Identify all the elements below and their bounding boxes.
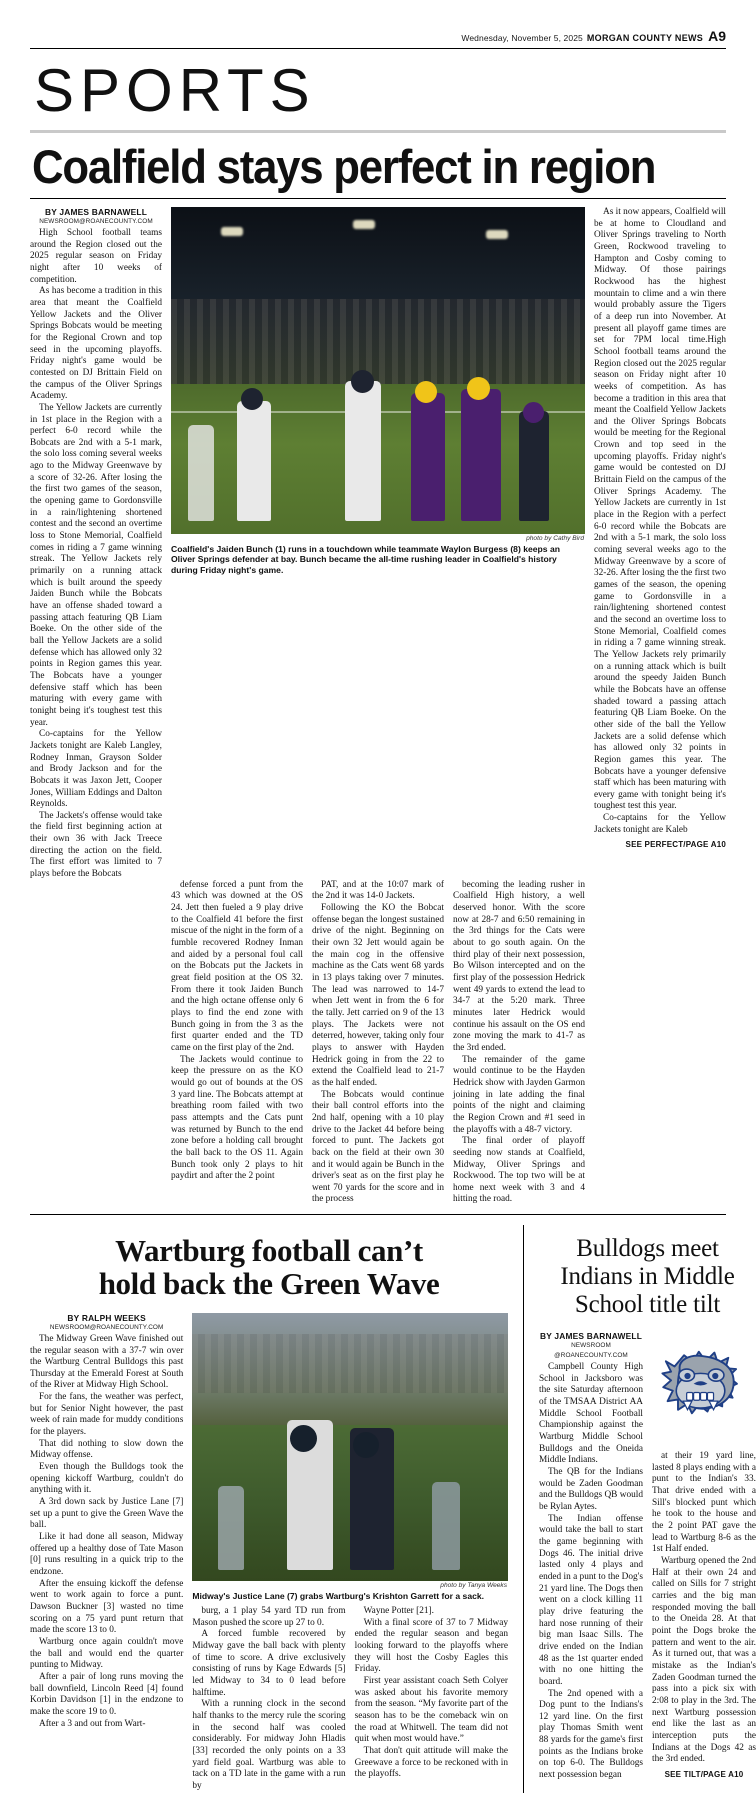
photo-cutline: Midway's Justice Lane (7) grabs Wartburg's Krishton Garrett for a sack.	[192, 1590, 485, 1601]
story-column-4	[453, 880, 585, 1206]
story-column-2	[171, 880, 303, 1206]
headline-rule	[30, 198, 726, 199]
lead-headline: Coalfield stays perfect in region	[32, 140, 656, 193]
wartburg-column-2	[192, 1606, 345, 1793]
jump-line: SEE PERFECT/PAGE A10	[625, 840, 726, 850]
paragraph: Wartburg opened the 2nd Half at their own 24 and called on Sills for 7 stright carries and the big man responded moving the ball to the Oneida 28. At that point the Dogs broke the pattern and went to the air. As it turned out, that was a mistake as the Indian's Zaden Goodman turned the pass into a pick six with 2:08 to play in the 3rd. The next Wartburg possession end like the last as an interception puts the Indians at the Dogs 42 as the 3rd ended.	[652, 1556, 756, 1765]
paragraph: Wartburg once again couldn't move the ball and would end the quarter punting to Midway.	[30, 1636, 184, 1671]
byline-email-line1: NEWSROOM	[571, 1342, 611, 1350]
masthead-page-number: A9	[708, 28, 726, 44]
paragraph: at their 19 yard line, lasted 8 plays ending with a punt to the Indian's 33. That drive ended with a Sill's blocked punt which he took to the house and the 2 point PAT gave the lead to Wartburg 8-6 as the 1st Half ended.	[652, 1451, 756, 1555]
bulldogs-headline-line2: Indians in Middle	[560, 1263, 735, 1291]
bulldog-mascot-logo	[652, 1333, 756, 1445]
paragraph: becoming the leading rusher in Coalfield High history, a well deserved honor. With the score now at 28-7 and 6:50 remaining in the 3rd things for the Cats were about to go south again. On the third play of their next possession, Bo Wilson intercepted and on the first play of the possession Hedrick went 49 yards to extend the lead to 34-7 at the 5:20 mark. Three minutes later Hedrick would continue his assault on the OS end zone moving the mark to 41-7 as the 3rd ended.	[453, 879, 585, 1053]
bulldogs-column-1	[539, 1331, 643, 1782]
byline-author: BY JAMES BARNAWELL	[539, 1331, 643, 1342]
paragraph: That don't quit attitude will make the Greewave a force to be reckoned with in the playoffs.	[354, 1746, 508, 1780]
paragraph: Following the KO the Bobcat offense began the longest sustained drive of the night. Beginning on their own 32 Jett would again be the main cog in the offensive machine as the Cats went 68 yards in 13 plays taking over 7 minutes. The lead was narrowed to 14-7 when Jett went in from the 6 for the tally. Jett carried on 9 of the 13 plays. The Jackets were not deterred, however, taking only four plays to answer with Hayden Hedrick going in from the 22 to extend the Coalfield lead to 21-7 as the half ended.	[312, 903, 444, 1088]
paragraph: The remainder of the game would continue to be the Hayden Hedrick show with Jayden Garmon joining in late adding the final points of the night and claiming the Region Crown and #1 seed in the playoffs with a 48-7 victory.	[453, 1054, 585, 1135]
paragraph: The 2nd opened with a Dog punt to the Indians's 12 yard line. On the first play Thomas Smith went 88 yards for the game's first points as the Indians broke on top 6-0. The Bulldogs next possession began	[539, 1688, 643, 1781]
paragraph: For the fans, the weather was perfect, but for Senior Night however, the past week of rain made for muddy conditions for the players.	[30, 1392, 184, 1438]
byline-email: NEWSROOM@ROANECOUNTY.COM	[49, 1323, 164, 1331]
paragraph: burg, a 1 play 54 yard TD run from Mason pushed the score up 27 to 0.	[192, 1606, 346, 1628]
story-column-5	[594, 207, 726, 881]
masthead-date: Wednesday, November 5, 2025	[461, 33, 583, 43]
paragraph: PAT, and at the 10:07 mark of the 2nd it was 14-0 Jackets.	[312, 879, 444, 902]
paragraph: As it now appears, Coalfield will be at home to Cloudland and Oliver Springs traveling to North Green, Rockwood traveling to Hampton and Cosby coming to Midway. Of those pairings Rockwood has the highest mountain to clime and a win there would probably assure the Tigers of a deep run into November. At present all playoff game times are set for 7PM local time.High School football teams around the Region closed out the 2025 regular season on Friday night after 10 weeks of competition. As has become a tradition in this area that meant the Coalfield Yellow Jackets and the Oliver Springs Bobcats would be meeting for the Regional Crown and top seed in the upcoming playoffs. Friday night's game would be contested on DJ Brittain Field on the campus of the Oliver Springs Academy. The Yellow Jackets are currently in 1st place in the Region with a perfect 6-0 record while the Bobcats are 2nd with a 5-1 mark, the solo loss coming several weeks ago to the Midway Greenwave by a score of 32-26. After losing the the first two games of the season, the opening game to Gordonsville in a rain/lightening shortened contest and the second an overtime loss to Stone Memorial, Coalfield comes in riding a 7 game winning streak. The Yellow Jackets rely primarily on a running attack which is built around the speedy Jaiden Bunch while the Bobcats have an offense shaded toward a passing attach featuring QB Liam Boeke. On the other side of the ball the Yellow Jackets are a solid defense which has allowed only 32 points in Region games this year. The Bobcats have a younger defensive staff which has been maturing with every game with tonight being it's toughest test this year.	[594, 207, 726, 812]
paragraph: First year assistant coach Seth Colyer was asked about his favorite memory from the season. “My favorite part of the season has to be the comeback win on the road at Whitwell. The team did not quit when most would have.”	[354, 1676, 508, 1745]
paragraph: High School football teams around the Region closed out the 2025 regular season on Friday night after 10 weeks of competition.	[30, 228, 162, 285]
paragraph: Wayne Potter [21].	[363, 1606, 434, 1617]
section-rule	[30, 130, 726, 133]
masthead-paper-name: MORGAN COUNTY NEWS	[586, 33, 704, 43]
paragraph: A 3rd down sack by Justice Lane [7] set up a punt to give the Green Wave the ball.	[30, 1497, 184, 1531]
paragraph: With a running clock in the second half thanks to the mercy rule the scoring in the second half was cooled considerably. For midway John Hladis [33] recorded the only points on a 33 yard field goal. Wartburg was able to tack on a TD late in the game with a run by	[192, 1699, 346, 1791]
paragraph: The Bobcats would continue their ball control efforts into the 2nd half, opening with a 10 play drive to the Jacket 44 before being forced to punt. The Jackets got back on the field at their own 30 and it would again be Bunch in the driver's seat as on the first play he went 70 yards for the score and in the process	[312, 1089, 444, 1205]
photo-credit: photo by Cathy Bird	[526, 535, 584, 542]
story-photo-block	[171, 207, 585, 879]
wartburg-headline-line2: hold back the Green Wave	[98, 1265, 440, 1301]
paragraph: Like it had done all season, Midway offered up a healthy dose of Tate Mason [0] runs resulting in a quick trip to the endzone.	[30, 1532, 184, 1577]
paragraph: defense forced a punt from the 43 which was downed at the OS 24. Jett then fueled a 9 play drive to the Coalfield 41 before the first miscue of the night in the form of a fumble recovered Rodney Inman and aided by a personal foul call on the Bobcats put the Jackets in great field position at the OS 32. From there it took Jaiden Bunch and the high octane offense only 6 plays to find the end zone with Bunch going in from the 3 as the first quarter ended and the TD came on the first play of the 2nd.	[171, 879, 303, 1053]
paragraph: The Indian offense would take the ball to start the game beginning with Dogs 46. The initial drive lasted only 4 plays and ended in a punt to the Dog's 21 yard line. The Dogs then went on a clock killing 11 play drive featuring the hard nose running of their big man Isaac Sills. The drive ended on the Indian 48 as the 1st quarter ended with no one hitting the board.	[539, 1513, 643, 1687]
lower-section-rule	[30, 1214, 726, 1215]
paragraph: That did nothing to slow down the Midway offense.	[30, 1438, 184, 1461]
section-title: SPORTS	[34, 57, 316, 124]
paragraph: After the ensuing kickoff the defense went to work again to force a punt. Dawson Buckner [3] wasted no time scoring on a 75 yard punt return that made the score 13 to 0.	[30, 1578, 184, 1636]
bulldogs-column-2	[652, 1331, 756, 1782]
column-divider	[523, 1225, 524, 1793]
wartburg-photo-block	[192, 1313, 508, 1793]
paragraph: The Yellow Jackets are currently in 1st place in the Region with a perfect 6-0 record while the Bobcats are 2nd with a 5-1 mark, the solo loss coming several weeks ago to the Midway Greenwave by a score of 32-26. After losing the the first two games of the season, the opening game to Gordonsville in a rain/lightening shortened contest and the second an overtime loss to Stone Memorial, Coalfield comes in riding a 7 game winning streak. The Yellow Jackets rely primarily on a running attack which is built around the speedy Jaiden Bunch while the Bobcats have an offense shaded toward a passing attach featuring QB Liam Boeke. On the other side of the ball the Yellow Jackets are a solid defense which has allowed only 32 points in Region games this year. The Bobcats have a younger defensive staff which has been maturing with every game with tonight being it's toughest test this year.	[30, 402, 162, 728]
wartburg-headline	[30, 1235, 508, 1301]
paragraph: A forced fumble recovered by Midway gave the ball back with plenty of time to score. A drive exclusively consisting of runs by Kage Edwards [5] led Midway to 34 to 0 lead before halftime.	[192, 1629, 346, 1698]
paragraph: After a pair of long runs moving the ball downfield, Lincoln Reed [4] found Korbin Davidson [1] in the endzone to make the score 19 to 0.	[30, 1671, 184, 1717]
bulldogs-headline-line3: School title tilt	[574, 1291, 721, 1319]
paragraph: The Jackets's offense would take the field first beginning action at their own 36 with Jack Treece directing the action on the field. The first effort was limited to 7 plays before the Bobcats	[30, 810, 162, 880]
paragraph: After a 3 and out from Wart-	[39, 1718, 146, 1729]
paragraph: With a final score of 37 to 7 Midway ended the regular season and began looking forward to the playoffs where they will host the Cosby Eagles this Friday.	[354, 1617, 508, 1675]
byline-email-line2: @ROANECOUNTY.COM	[554, 1352, 628, 1360]
wartburg-column-1	[30, 1313, 183, 1793]
byline-author: BY RALPH WEEKS	[67, 1312, 146, 1323]
paragraph: Co-captains for the Yellow Jackets tonight are Kaleb	[594, 813, 726, 835]
wartburg-column-3	[355, 1606, 508, 1793]
masthead-rule	[30, 48, 726, 49]
story-bulldogs	[539, 1225, 756, 1793]
byline-author: BY JAMES BARNAWELL	[44, 207, 148, 217]
byline-email: NEWSROOM@ROANECOUNTY.COM	[39, 218, 153, 225]
midway-tackle-photo	[192, 1313, 508, 1581]
story-column-1	[30, 207, 162, 881]
story-wartburg	[30, 1225, 508, 1793]
paragraph: Co-captains for the Yellow Jackets tonight are Kaleb Langley, Rodney Inman, Grayson Solder and Brody Jackson and for the Bobcats it was Jaxon Jett, Cooper Jones, William Eddings and Dalton Reynolds.	[30, 729, 162, 810]
jump-line: SEE TILT/PAGE A10	[664, 1769, 744, 1779]
paragraph: The final order of playoff seeding now stands at Coalfield, Midway, Oliver Springs and Rockwood. The top two will be at home next week with 3 and 4 hitting the road.	[453, 1136, 585, 1205]
paragraph: The QB for the Indians would be Zaden Goodman and the Bulldogs QB would be Rylan Aytes.	[539, 1467, 643, 1512]
paragraph: The Midway Green Wave finished out the regular season with a 37-7 win over the Wartburg Central Bulldogs this past Thursday at the Emerald Forest at South of the River at Midway High School.	[30, 1333, 184, 1391]
paragraph: Campbell County High School in Jacksboro was the site Saturday afternoon of the TMSAA District AA Middle School Football Championship against the Wartburg Middle School Bulldogs and the Oneida Middle Indians.	[539, 1362, 643, 1466]
photo-credit: photo by Tanya Weeks	[440, 1581, 507, 1589]
story-coalfield	[30, 207, 726, 1206]
wartburg-headline-line1: Wartburg football can’t	[115, 1233, 423, 1269]
football-action-photo	[171, 207, 585, 534]
photo-cutline: Coalfield's Jaiden Bunch (1) runs in a touchdown while teammate Waylon Burgess (8) keeps an Oliver Springs defender at bay. Bunch became the all-time rushing leader in Coalfield's history during Friday night's game.	[171, 544, 560, 575]
bulldogs-headline	[539, 1235, 756, 1319]
paragraph: As has become a tradition in this area that meant the Coalfield Yellow Jackets and the Oliver Springs Bobcats would be meeting for the Regional Crown and top seed in the upcoming playoffs. Friday night's game would be contested on DJ Brittain Field on the campus of the Oliver Springs Academy.	[30, 286, 162, 402]
paragraph: Even though the Bulldogs took the opening kickoff Wartburg, couldn't do anything with it.	[30, 1462, 184, 1496]
story-column-3	[312, 880, 444, 1206]
masthead	[30, 0, 726, 48]
lower-section	[30, 1225, 756, 1793]
bulldogs-headline-line1: Bulldogs meet	[576, 1235, 719, 1263]
paragraph: The Jackets would continue to keep the pressure on as the KO would go out of bounds at the OS 3 yard line. The Bobcats attempt at breathing room failed with two pass attempts and the Cats punt was returned by Bunch to the end zone before a holding call brought the ball back to the OS 11. Again Bunch took only 2 plays to hit paydirt and after the 2 point	[171, 1054, 303, 1182]
